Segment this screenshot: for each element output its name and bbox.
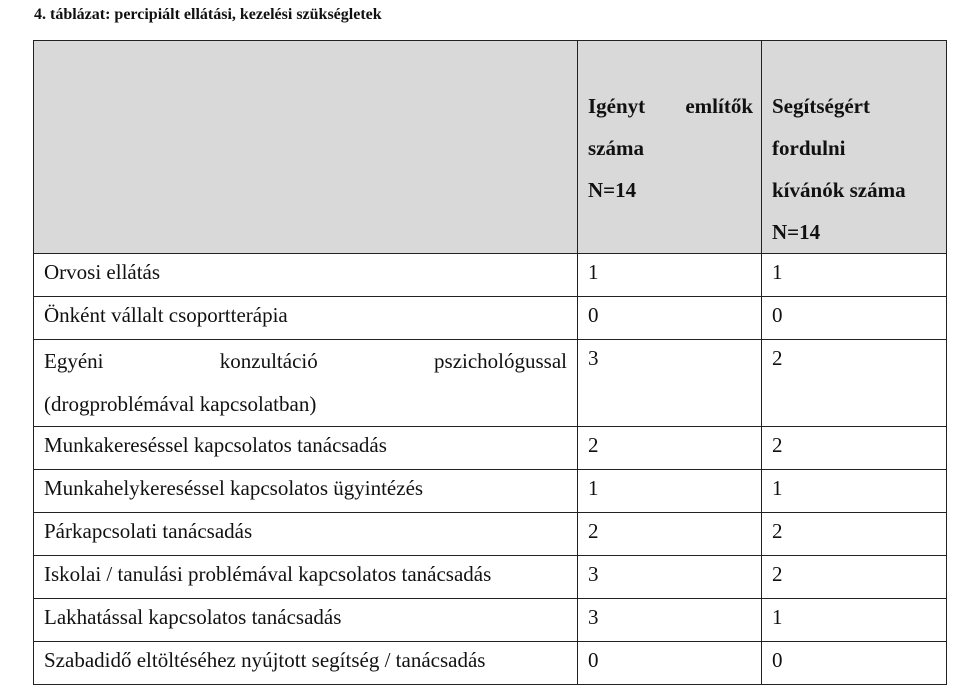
- needs-table: [33, 40, 947, 685]
- header-empty-cell: [34, 41, 578, 254]
- table-caption: 4. táblázat: percipiált ellátási, kezelési szükségletek: [34, 6, 382, 23]
- mentioned-value: 2: [588, 519, 599, 543]
- mentioned-value: 3: [588, 605, 599, 629]
- table-row: [34, 340, 947, 427]
- row-label: Önként vállalt csoportterápia: [44, 303, 288, 327]
- header-text: Segítségért: [772, 94, 870, 118]
- row-label: Párkapcsolati tanácsadás: [44, 519, 253, 543]
- table-row: [34, 556, 947, 599]
- table-row: [34, 470, 947, 513]
- table-row: [34, 642, 947, 685]
- row-label: Orvosi ellátás: [44, 260, 161, 284]
- table-row: [34, 513, 947, 556]
- row-label: Lakhatással kapcsolatos tanácsadás: [44, 605, 342, 629]
- mentioned-value: 1: [588, 476, 599, 500]
- mentioned-value: 0: [588, 648, 599, 672]
- row-label-word: pszichológussal: [434, 349, 567, 373]
- mentioned-value: 3: [588, 346, 599, 370]
- header-text: kívánók száma: [772, 178, 906, 202]
- table-row: [34, 427, 947, 470]
- header-text: fordulni: [772, 136, 846, 160]
- row-label: Munkakereséssel kapcsolatos tanácsadás: [44, 433, 387, 457]
- row-label: Iskolai / tanulási problémával kapcsolatos tanácsadás: [44, 562, 492, 586]
- header-text: Igényt: [588, 94, 646, 118]
- seek-help-value: 2: [772, 346, 783, 370]
- table-row: [34, 599, 947, 642]
- seek-help-value: 1: [772, 605, 783, 629]
- table-row: [34, 254, 947, 297]
- seek-help-value: 2: [772, 433, 783, 457]
- mentioned-value: 1: [588, 260, 599, 284]
- row-label: Szabadidő eltöltéséhez nyújtott segítség / tanácsadás: [44, 648, 486, 672]
- table-row: [34, 297, 947, 340]
- seek-help-value: 1: [772, 476, 783, 500]
- table-header-row: [34, 41, 947, 254]
- row-label-word: Egyéni: [44, 349, 104, 373]
- header-text: említők: [685, 94, 753, 118]
- seek-help-value: 1: [772, 260, 783, 284]
- mentioned-value: 3: [588, 562, 599, 586]
- row-label-word: konzultáció: [219, 349, 318, 373]
- header-mentioned-count: [578, 41, 762, 254]
- seek-help-value: 0: [772, 648, 783, 672]
- header-text: N=14: [588, 178, 637, 202]
- mentioned-value: 0: [588, 303, 599, 327]
- seek-help-value: 2: [772, 519, 783, 543]
- row-label: [34, 340, 577, 426]
- mentioned-value: 2: [588, 433, 599, 457]
- header-text: száma: [588, 136, 644, 160]
- header-seek-help-count: [762, 41, 947, 254]
- seek-help-value: 0: [772, 303, 783, 327]
- header-text: N=14: [772, 220, 821, 244]
- seek-help-value: 2: [772, 562, 783, 586]
- row-label-line: (drogproblémával kapcsolatban): [44, 392, 317, 416]
- row-label: Munkahelykereséssel kapcsolatos ügyintézés: [44, 476, 424, 500]
